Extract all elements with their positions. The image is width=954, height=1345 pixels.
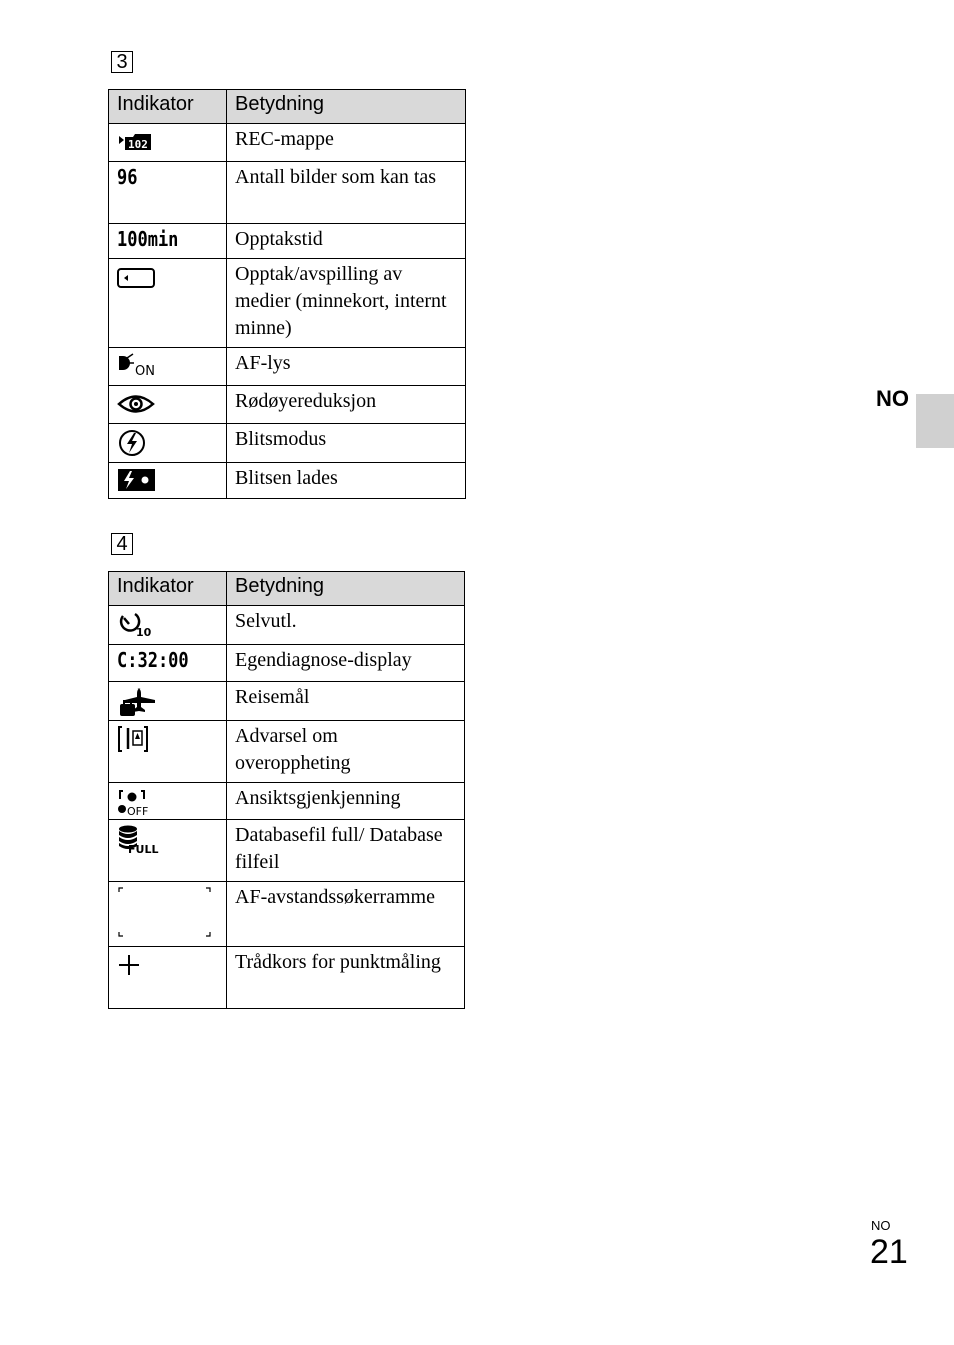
- svg-text:102: 102: [128, 138, 148, 151]
- svg-text:ON: ON: [135, 364, 155, 378]
- flash-charging-icon: [117, 467, 157, 493]
- header-meaning: Betydning: [227, 90, 466, 124]
- meaning-text: Rødøyereduksjon: [227, 386, 466, 424]
- rec-folder-icon: [117, 128, 157, 152]
- table-row: [109, 386, 466, 424]
- header-indicator: Indikator: [109, 572, 227, 606]
- af-illuminator-icon: [117, 352, 167, 378]
- header-indicator: Indikator: [109, 90, 227, 124]
- meaning-text: Antall bilder som kan tas: [227, 162, 466, 224]
- table-row: [109, 424, 466, 463]
- recording-time-indicator: 100min: [117, 227, 179, 251]
- table-header: [109, 572, 465, 606]
- table-row: [109, 606, 465, 645]
- table-row: [109, 162, 466, 224]
- meaning-text: Blitsen lades: [227, 463, 466, 499]
- table-row: [109, 947, 465, 1009]
- svg-text:10: 10: [136, 626, 152, 638]
- language-tab-label: NO: [876, 386, 909, 411]
- svg-text:FULL: FULL: [128, 843, 159, 854]
- table-row: [109, 820, 465, 882]
- section-4-number: 4: [111, 533, 133, 555]
- image-count-indicator: 96: [117, 165, 138, 189]
- meaning-text: Opptakstid: [227, 224, 466, 259]
- meaning-text: Databasefil full/ Database filfeil: [227, 820, 465, 882]
- meaning-text: AF-avstandssøkerramme: [227, 882, 465, 947]
- table-row: [109, 882, 465, 947]
- page-number: 21: [870, 1233, 908, 1271]
- spot-metering-cross-icon: [117, 951, 147, 981]
- self-timer-icon: [117, 610, 157, 638]
- meaning-text: AF-lys: [227, 348, 466, 386]
- overheat-warning-icon: [117, 725, 149, 753]
- flash-mode-icon: [117, 428, 149, 458]
- meaning-text: Opptak/avspilling av medier (minnekort, internt minne): [227, 259, 466, 348]
- memory-card-icon: [117, 263, 157, 293]
- table-row: [109, 348, 466, 386]
- meaning-text: Trådkors for punktmåling: [227, 947, 465, 1009]
- indicator-table-3: [108, 89, 466, 499]
- table-row: [109, 645, 465, 682]
- table-row: [109, 463, 466, 499]
- indicator-table-4: [108, 571, 465, 1009]
- table-header: [109, 90, 466, 124]
- table-row: [109, 124, 466, 162]
- meaning-text: Blitsmodus: [227, 424, 466, 463]
- svg-text:OFF: OFF: [127, 805, 149, 817]
- header-meaning: Betydning: [227, 572, 465, 606]
- af-range-frame-icon: [109, 882, 225, 944]
- destination-icon: [117, 686, 161, 718]
- database-full-icon: [117, 824, 165, 854]
- meaning-text: Selvutl.: [227, 606, 465, 645]
- meaning-text: Ansiktsgjenkjenning: [227, 783, 465, 820]
- self-diagnosis-indicator: C:32:00: [117, 648, 189, 672]
- table-row: [109, 224, 466, 259]
- meaning-text: Reisemål: [227, 682, 465, 721]
- meaning-text: Egendiagnose-display: [227, 645, 465, 682]
- face-recognition-icon: [117, 787, 161, 817]
- page-language-code: NO: [871, 1218, 891, 1233]
- table-row: [109, 721, 465, 783]
- meaning-text: Advarsel om overoppheting: [227, 721, 465, 783]
- table-row: [109, 783, 465, 820]
- table-row: [109, 259, 466, 348]
- language-tab-marker: [916, 394, 954, 448]
- red-eye-icon: [117, 390, 157, 418]
- meaning-text: REC-mappe: [227, 124, 466, 162]
- table-row: [109, 682, 465, 721]
- section-3-number: 3: [111, 51, 133, 73]
